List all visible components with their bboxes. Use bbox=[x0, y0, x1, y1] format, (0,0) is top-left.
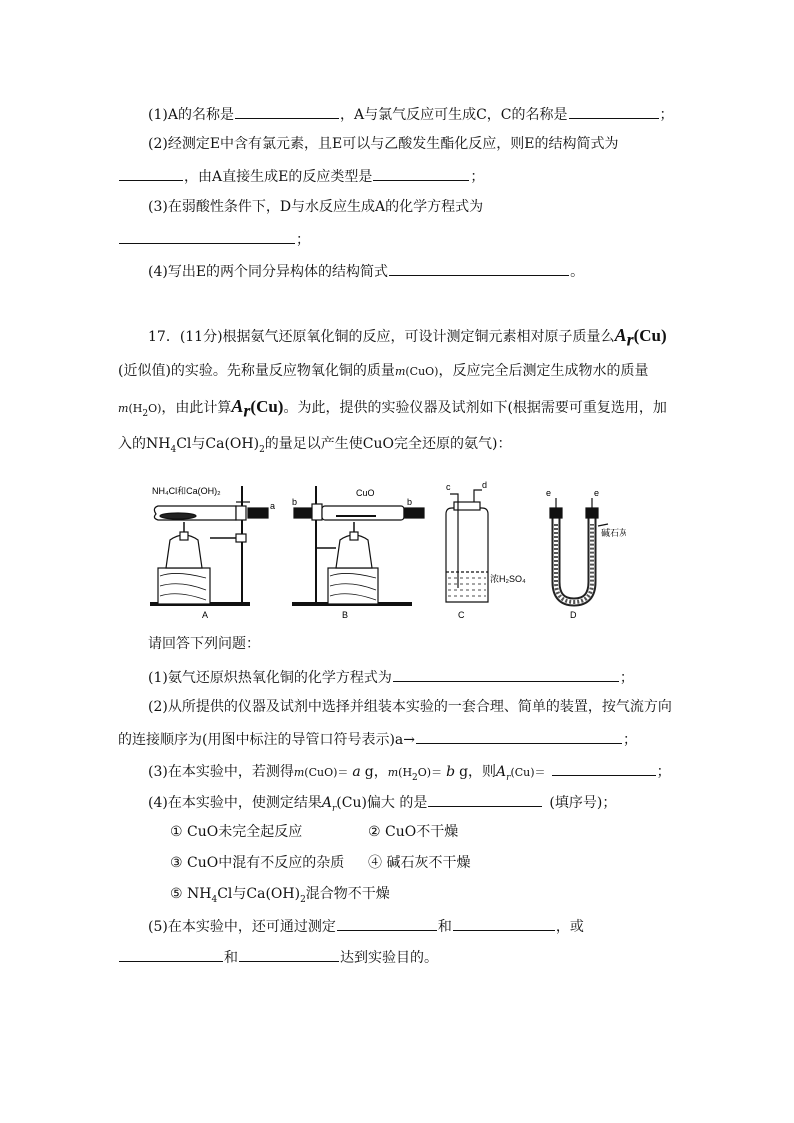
sub4-text: (4)在本实验中，使测定结果 bbox=[148, 795, 322, 811]
sub1-line: (1)氨气还原炽热氧化铜的化学方程式为 ； bbox=[148, 667, 634, 687]
sub2-text: (2)从所提供的仪器及试剂中选择并组装本实验的一套合理、简单的装置，按气流方向 bbox=[148, 699, 672, 715]
option-3: ③ CuO中混有不反应的杂质 bbox=[170, 855, 345, 871]
port-a-label: a bbox=[270, 501, 276, 511]
q16-line-3 bbox=[118, 166, 484, 186]
sub3-text: (3)在本实验中，若测得 bbox=[148, 764, 294, 780]
option-2: ② CuO不干燥 bbox=[368, 824, 459, 840]
q17-intro-text-2: (近似值)的实验。先称量反应物氧化铜的质量 bbox=[118, 363, 395, 379]
apparatus-drawing bbox=[146, 478, 626, 618]
answer-blank[interactable] bbox=[239, 947, 339, 962]
answer-blank[interactable] bbox=[453, 916, 555, 931]
port-e-right-label: e bbox=[594, 488, 600, 498]
answer-blank[interactable] bbox=[428, 792, 542, 807]
ar-cu-symbol: $A_r(Cu)$ bbox=[231, 396, 284, 421]
apparatus-d-label: D bbox=[570, 610, 577, 618]
apparatus-b-label: B bbox=[342, 610, 349, 618]
port-c-label: c bbox=[446, 482, 451, 492]
answer-blank[interactable] bbox=[119, 947, 223, 962]
answer-blank[interactable] bbox=[119, 229, 295, 244]
answer-blank[interactable] bbox=[337, 916, 437, 931]
q16-part2-text-b: ，由A直接生成E的反应类型是 bbox=[184, 169, 373, 185]
sub5-text: (5)在本实验中，还可通过测定 bbox=[148, 919, 336, 935]
port-b-left-label: b bbox=[292, 497, 298, 507]
port-d-label: d bbox=[482, 480, 488, 490]
apparatus-figure bbox=[146, 478, 626, 618]
prompt-text: 请回答下列问题： bbox=[148, 636, 260, 652]
q16-line-2 bbox=[148, 135, 619, 153]
sub5-line-2: 和 达到实验目的。 bbox=[118, 947, 438, 967]
q16-part3-text: (3)在弱酸性条件下，D与水反应生成A的化学方程式为 bbox=[148, 199, 484, 215]
answer-blank[interactable] bbox=[235, 104, 339, 119]
q16-line-1 bbox=[148, 104, 674, 124]
label-b-reagent: CuO bbox=[356, 488, 375, 498]
answer-blank[interactable] bbox=[416, 729, 622, 744]
sub2-line-2: 的连接顺序为(用图中标注的导管口符号表示)a→ ； bbox=[118, 729, 637, 749]
q16-part4-text: (4)写出E的两个同分异构体的结构简式 bbox=[148, 264, 389, 280]
q17-intro-line-1 bbox=[148, 326, 667, 348]
q16-part1-text-b: ，A与氯气反应可生成C，C的名称是 bbox=[339, 107, 568, 123]
q16-line-6 bbox=[148, 261, 584, 281]
port-b-right-label: b bbox=[407, 497, 413, 507]
answer-blank[interactable] bbox=[119, 166, 183, 181]
apparatus-a-label: A bbox=[202, 610, 209, 618]
punct: 。 bbox=[570, 264, 585, 280]
port-e-left-label: e bbox=[546, 488, 552, 498]
q17-intro-line-2: (近似值)的实验。先称量反应物氧化铜的质量m(CuO)，反应完全后测定生成物水的质量 bbox=[118, 363, 649, 379]
q16-part1-text: (1)A的名称是 bbox=[148, 107, 234, 123]
sub3-line: (3)在本实验中，若测得m(CuO)＝ a g，$m(H_2O)= b$ g，则$A_r(Cu)=$ ； bbox=[148, 761, 671, 787]
ar-cu-symbol: $A_r(Cu)$ bbox=[614, 325, 667, 350]
q16-line-5 bbox=[118, 229, 310, 249]
sub4-line: (4)在本实验中，使测定结果$A_r(Cu)$偏大 的是 (填序号)； bbox=[148, 792, 616, 818]
apparatus-d bbox=[550, 498, 608, 602]
answer-blank[interactable] bbox=[389, 261, 569, 276]
apparatus-b bbox=[292, 486, 424, 604]
answer-blank[interactable] bbox=[552, 761, 656, 776]
label-c-reagent: 浓H₂SO₄ bbox=[490, 574, 526, 584]
answer-blank[interactable] bbox=[373, 166, 469, 181]
answer-blank[interactable] bbox=[569, 104, 659, 119]
sub5-line-1: (5)在本实验中，还可通过测定 和 ，或 bbox=[148, 916, 584, 936]
q17-intro-text: 17．(11分)根据氨气还原氧化铜的反应，可设计测定铜元素相对原子质量么 bbox=[148, 329, 615, 345]
apparatus-a bbox=[150, 486, 268, 604]
punct: ； bbox=[470, 169, 485, 185]
option-1: ① CuO未完全起反应 bbox=[170, 824, 303, 840]
punct: ； bbox=[296, 232, 310, 248]
sub1-text: (1)氨气还原炽热氧化铜的化学方程式为 bbox=[148, 670, 392, 686]
q16-part2-text: (2)经测定E中含有氯元素，且E可以与乙酸发生酯化反应，则E的结构简式为 bbox=[148, 136, 619, 152]
q17-intro-line-3: $m(H_2O)$，由此计算$A_r(Cu)$。为此，提供的实验仪器及试剂如下(根据需要可重复选用，加 bbox=[118, 396, 667, 421]
q17-intro-line-4: 入的$NH_4Cl$与$Ca(OH)_2$的量足以产生使CuO完全还原的氨气)： bbox=[118, 436, 512, 455]
prompt-line bbox=[148, 635, 260, 653]
option-5: ⑤ $NH_4Cl$与$Ca(OH)_2$混合物不干燥 bbox=[170, 886, 390, 905]
label-d-reagent: 碱石灰 bbox=[601, 528, 626, 538]
apparatus-c bbox=[446, 490, 488, 602]
answer-blank[interactable] bbox=[393, 667, 619, 682]
apparatus-c-label: C bbox=[458, 610, 465, 618]
label-a-reagent: NH₄Cl和Ca(OH)₂ bbox=[152, 486, 221, 496]
q16-line-4 bbox=[148, 198, 483, 216]
punct: ； bbox=[659, 107, 674, 123]
sub2-line-1 bbox=[148, 698, 672, 716]
option-4: ④ 碱石灰不干燥 bbox=[368, 855, 471, 871]
sub2-text-b: 的连接顺序为(用图中标注的导管口符号表示)a→ bbox=[118, 732, 415, 748]
